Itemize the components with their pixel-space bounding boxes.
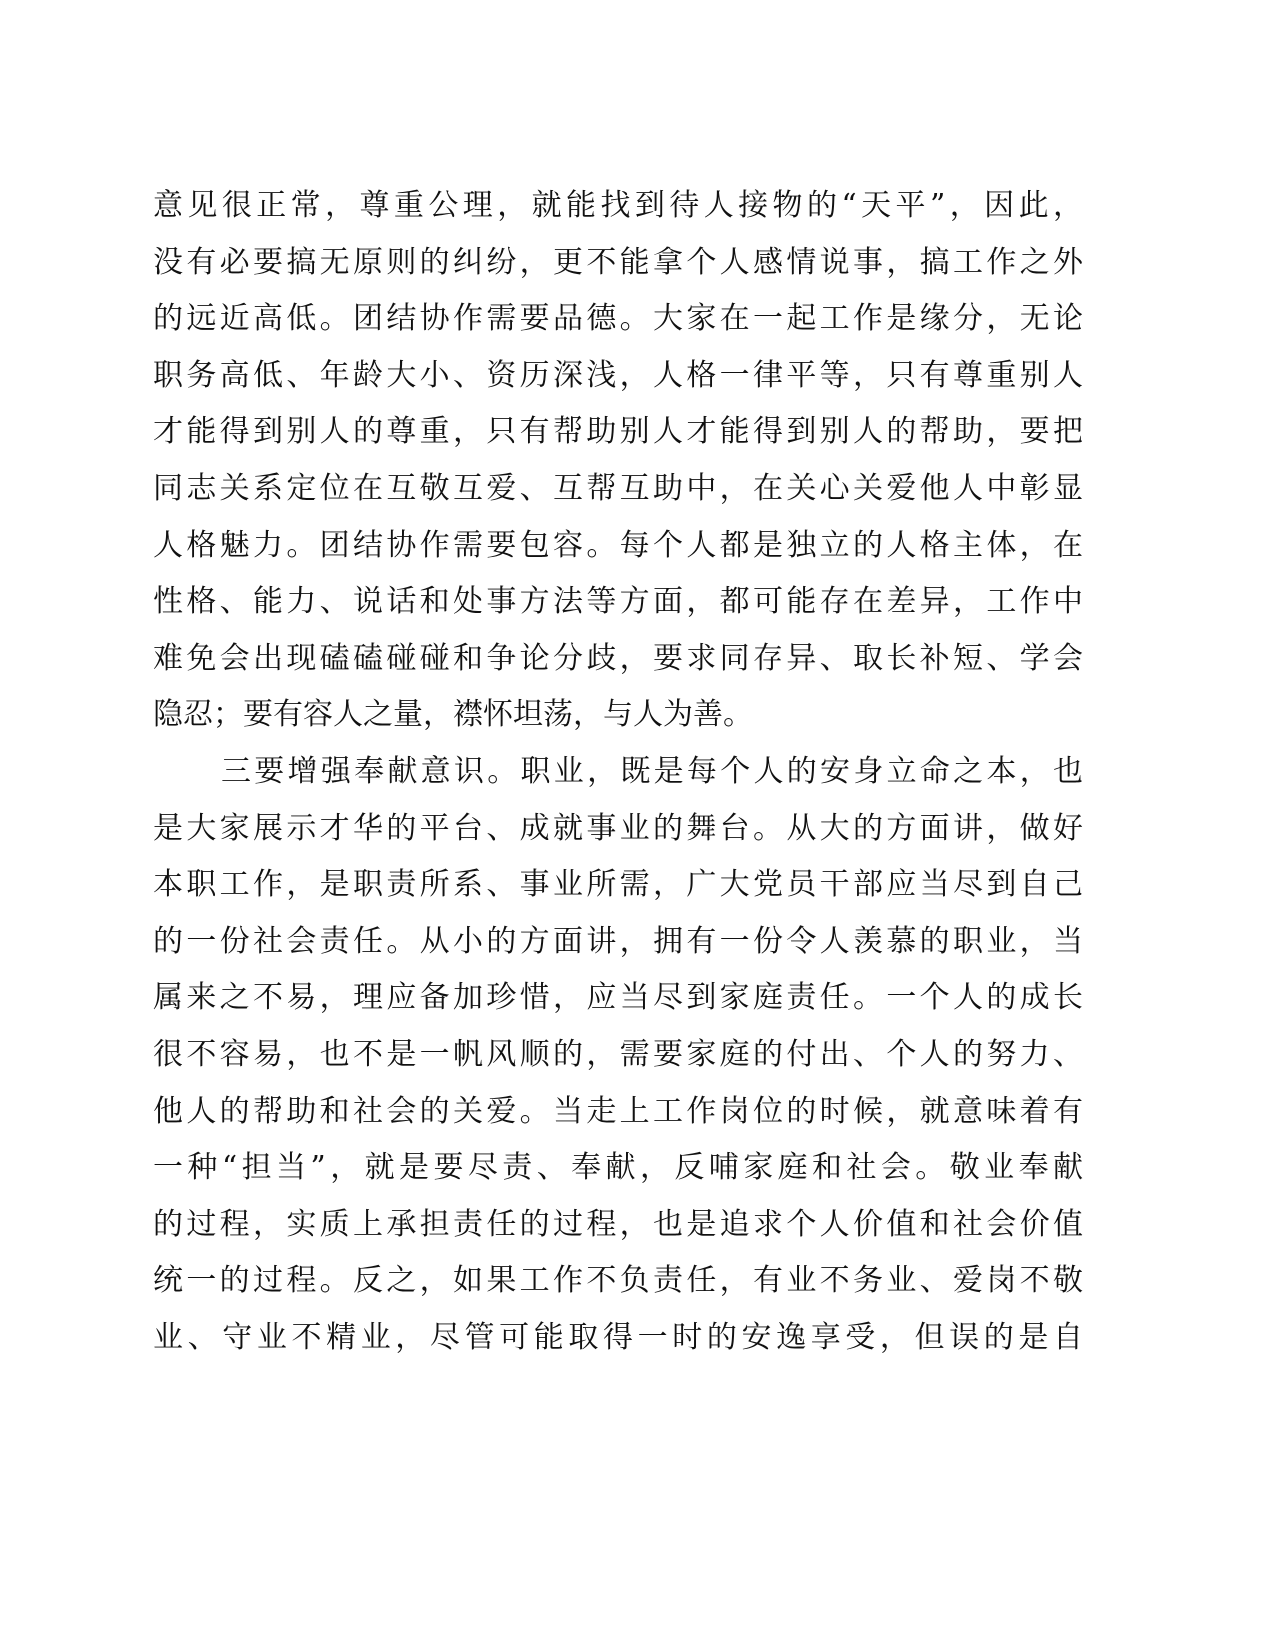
text-line: 很不容易，也不是一帆风顺的，需要家庭的付出、个人的努力、 (153, 1036, 1083, 1072)
text-line: 才能得到别人的尊重，只有帮助别人才能得到别人的帮助，要把 (153, 414, 1083, 450)
text-line: 性格、能力、说话和处事方法等方面，都可能存在差异，工作中 (153, 584, 1083, 620)
text-line: 属来之不易，理应备加珍惜，应当尽到家庭责任。一个人的成长 (153, 980, 1083, 1016)
text-line: 的一份社会责任。从小的方面讲，拥有一份令人羡慕的职业，当 (153, 923, 1083, 959)
text-line: 本职工作，是职责所系、事业所需，广大党员干部应当尽到自己 (153, 867, 1083, 903)
text-line: 的过程，实质上承担责任的过程，也是追求个人价值和社会价值 (153, 1206, 1083, 1242)
text-line: 一种“担当”，就是要尽责、奉献，反哺家庭和社会。敬业奉献 (153, 1150, 1083, 1186)
text-line: 同志关系定位在互敬互爱、互帮互助中，在关心关爱他人中彰显 (153, 470, 1083, 506)
text-line: 没有必要搞无原则的纠纷，更不能拿个人感情说事，搞工作之外 (153, 244, 1083, 280)
text-line: 的远近高低。团结协作需要品德。大家在一起工作是缘分，无论 (153, 301, 1083, 337)
document-body (153, 178, 1083, 1366)
text-line: 人格魅力。团结协作需要包容。每个人都是独立的人格主体，在 (153, 527, 1083, 563)
text-line: 业、守业不精业，尽管可能取得一时的安逸享受，但误的是自 (153, 1319, 1083, 1355)
paragraph-start-line: 三要增强奉献意识。职业，既是每个人的安身立命之本，也 (221, 753, 1083, 789)
text-line: 意见很正常，尊重公理，就能找到待人接物的“天平”，因此， (153, 188, 1083, 223)
text-line: 职务高低、年龄大小、资历深浅，人格一律平等，只有尊重别人 (153, 357, 1083, 393)
text-line: 统一的过程。反之，如果工作不负责任，有业不务业、爱岗不敬 (153, 1263, 1083, 1299)
text-line: 是大家展示才华的平台、成就事业的舞台。从大的方面讲，做好 (153, 810, 1083, 846)
text-line: 他人的帮助和社会的关爱。当走上工作岗位的时候，就意味着有 (153, 1093, 1083, 1129)
paragraph-end-line: 隐忍；要有容人之量，襟怀坦荡，与人为善。 (153, 697, 753, 733)
text-line: 难免会出现磕磕碰碰和争论分歧，要求同存异、取长补短、学会 (153, 640, 1083, 676)
